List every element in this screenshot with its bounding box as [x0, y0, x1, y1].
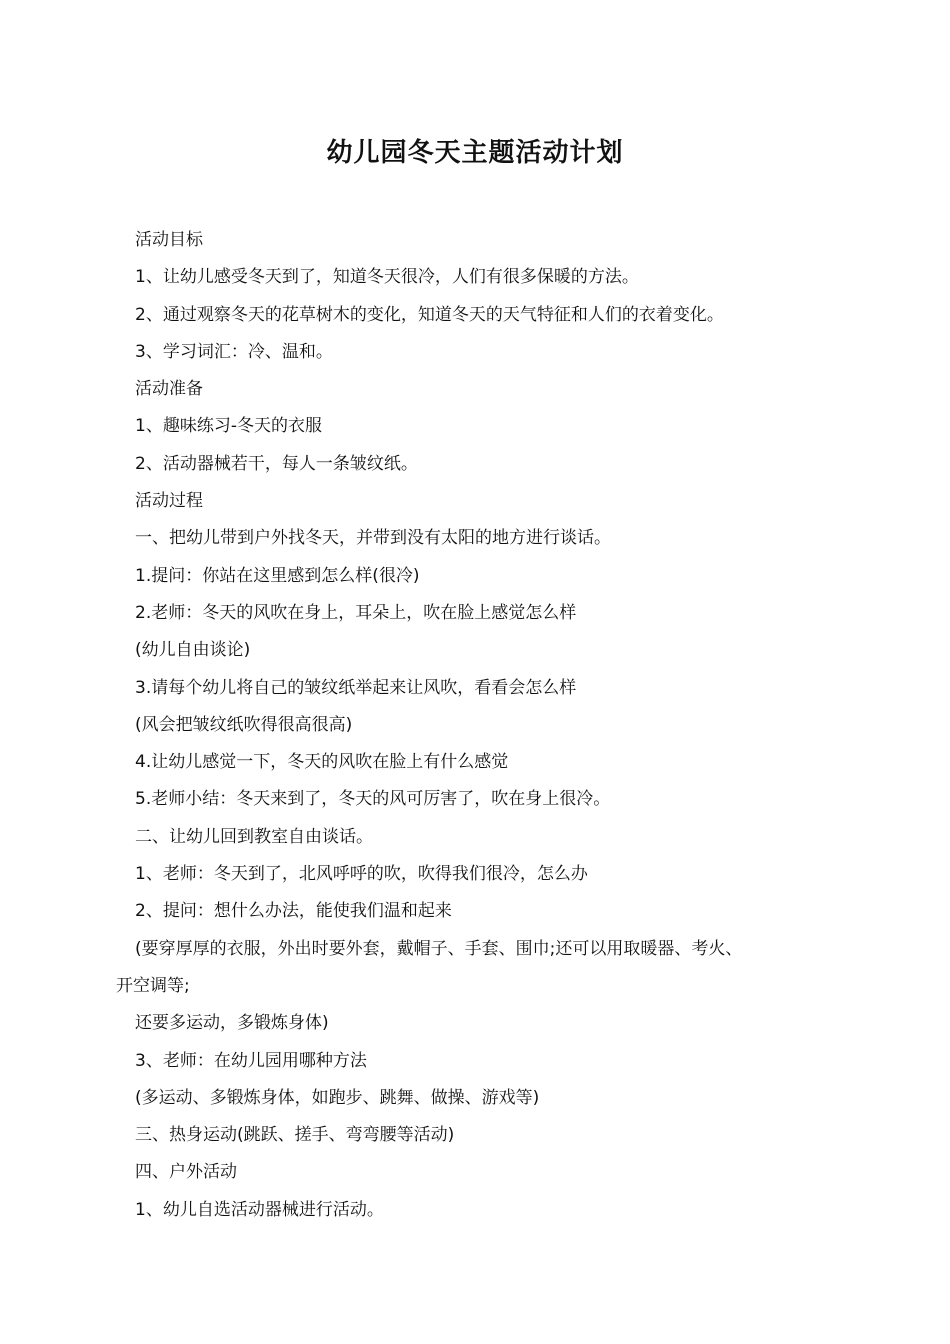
section-heading-process: 活动过程	[135, 491, 203, 512]
paragraph-line: 3、老师：在幼儿园用哪种方法	[135, 1050, 367, 1071]
paragraph-line: (多运动、多锻炼身体，如跑步、跳舞、做操、游戏等)	[135, 1087, 540, 1108]
document-title: 幼儿园冬天主题活动计划	[326, 138, 624, 168]
paragraph-line: (要穿厚厚的衣服，外出时要外套，戴帽子、手套、围巾;还可以用取暖器、考火、	[135, 938, 743, 959]
paragraph-line: 2.老师：冬天的风吹在身上，耳朵上，吹在脸上感觉怎么样	[135, 602, 577, 623]
paragraph-line: 2、通过观察冬天的花草树木的变化，知道冬天的天气特征和人们的衣着变化。	[135, 304, 724, 325]
paragraph-line: 1、幼儿自选活动器械进行活动。	[135, 1199, 384, 1220]
paragraph-line: 三、热身运动(跳跃、搓手、弯弯腰等活动)	[135, 1125, 455, 1146]
document-body	[116, 222, 836, 1229]
paragraph-line: 1、老师：冬天到了，北风呼呼的吹，吹得我们很冷，怎么办	[135, 864, 588, 885]
section-heading-preparation: 活动准备	[135, 379, 203, 400]
section-heading-goals: 活动目标	[135, 230, 203, 250]
paragraph-line: 2、提问：想什么办法，能使我们温和起来	[135, 901, 452, 922]
paragraph-line: 1、趣味练习-冬天的衣服	[135, 416, 322, 437]
paragraph-line: 1.提问：你站在这里感到怎么样(很冷)	[135, 565, 420, 586]
paragraph-line: 一、把幼儿带到户外找冬天，并带到没有太阳的地方进行谈话。	[135, 528, 611, 549]
paragraph-line: 开空调等;	[116, 975, 190, 996]
paragraph-line: 还要多运动，多锻炼身体)	[135, 1013, 329, 1034]
paragraph-line: 3.请每个幼儿将自己的皱纹纸举起来让风吹，看看会怎么样	[135, 677, 577, 698]
paragraph-line: 1、让幼儿感受冬天到了，知道冬天很冷，人们有很多保暖的方法。	[135, 267, 639, 288]
paragraph-line: 4.让幼儿感觉一下，冬天的风吹在脸上有什么感觉	[135, 752, 509, 773]
paragraph-line: 5.老师小结：冬天来到了，冬天的风可厉害了，吹在身上很冷。	[135, 789, 611, 810]
paragraph-line: 四、户外活动	[135, 1162, 237, 1183]
paragraph-line: 二、让幼儿回到教室自由谈话。	[135, 826, 373, 847]
paragraph-line: (幼儿自由谈论)	[135, 640, 251, 661]
paragraph-line: 2、活动器械若干，每人一条皱纹纸。	[135, 453, 418, 474]
paragraph-line: 3、学习词汇：冷、温和。	[135, 341, 333, 362]
paragraph-line: (风会把皱纹纸吹得很高很高)	[135, 714, 353, 735]
